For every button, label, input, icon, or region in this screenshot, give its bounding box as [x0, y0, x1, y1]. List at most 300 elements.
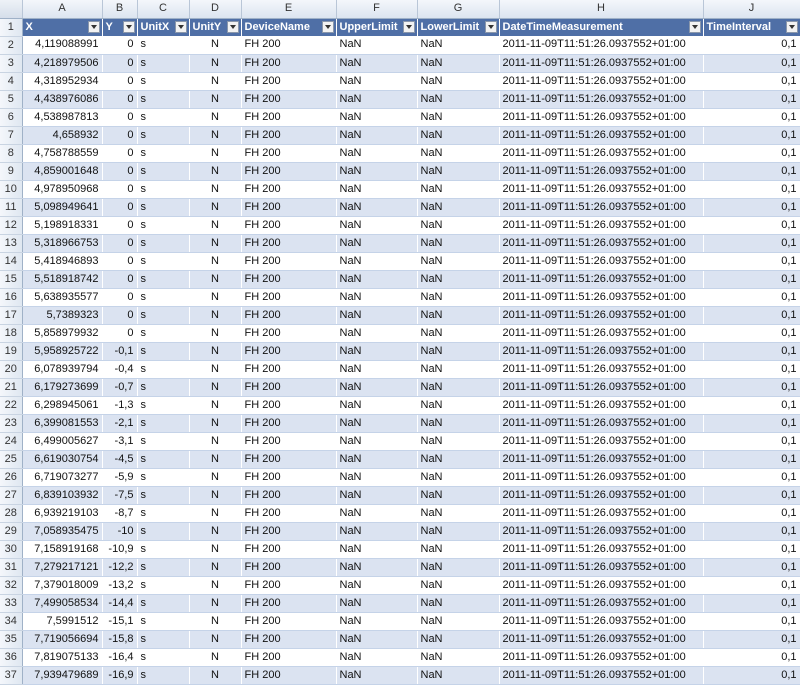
cell-lowerlimit[interactable]: NaN [417, 450, 499, 468]
cell-unitx[interactable]: s [137, 54, 189, 72]
cell-devicename[interactable]: FH 200 [241, 288, 336, 306]
cell-devicename[interactable]: FH 200 [241, 270, 336, 288]
cell-x[interactable]: 5,318966753 [22, 234, 102, 252]
cell-y[interactable]: -0,4 [102, 360, 137, 378]
filter-dropdown-icon[interactable] [88, 21, 100, 33]
cell-unity[interactable]: N [189, 540, 241, 558]
cell-lowerlimit[interactable]: NaN [417, 612, 499, 630]
filter-dropdown-icon[interactable] [227, 21, 239, 33]
cell-datetime[interactable]: 2011-11-09T11:51:26.0937552+01:00 [499, 252, 703, 270]
cell-y[interactable]: 0 [102, 216, 137, 234]
cell-x[interactable]: 6,179273699 [22, 378, 102, 396]
cell-upperlimit[interactable]: NaN [336, 414, 417, 432]
cell-lowerlimit[interactable]: NaN [417, 558, 499, 576]
cell-unity[interactable]: N [189, 144, 241, 162]
cell-unitx[interactable]: s [137, 306, 189, 324]
cell-x[interactable]: 4,538987813 [22, 108, 102, 126]
cell-unity[interactable]: N [189, 396, 241, 414]
cell-unity[interactable]: N [189, 612, 241, 630]
cell-unitx[interactable]: s [137, 288, 189, 306]
header-cell-x[interactable] [22, 18, 102, 36]
cell-upperlimit[interactable]: NaN [336, 396, 417, 414]
cell-devicename[interactable]: FH 200 [241, 414, 336, 432]
cell-y[interactable]: 0 [102, 54, 137, 72]
cell-x[interactable]: 4,978950968 [22, 180, 102, 198]
cell-lowerlimit[interactable]: NaN [417, 540, 499, 558]
cell-upperlimit[interactable]: NaN [336, 594, 417, 612]
cell-upperlimit[interactable]: NaN [336, 522, 417, 540]
cell-x[interactable]: 7,819075133 [22, 648, 102, 666]
cell-datetime[interactable]: 2011-11-09T11:51:26.0937552+01:00 [499, 540, 703, 558]
cell-timeinterval[interactable]: 0,1 [703, 180, 800, 198]
cell-timeinterval[interactable]: 0,1 [703, 522, 800, 540]
cell-x[interactable]: 4,658932 [22, 126, 102, 144]
cell-timeinterval[interactable]: 0,1 [703, 486, 800, 504]
cell-upperlimit[interactable]: NaN [336, 180, 417, 198]
cell-y[interactable]: -8,7 [102, 504, 137, 522]
cell-unitx[interactable]: s [137, 90, 189, 108]
header-cell-unitx[interactable] [137, 18, 189, 36]
cell-datetime[interactable]: 2011-11-09T11:51:26.0937552+01:00 [499, 522, 703, 540]
filter-dropdown-icon[interactable] [689, 21, 701, 33]
row-number[interactable]: 25 [0, 450, 22, 468]
cell-lowerlimit[interactable]: NaN [417, 36, 499, 54]
row-number[interactable]: 22 [0, 396, 22, 414]
cell-lowerlimit[interactable]: NaN [417, 666, 499, 684]
cell-unity[interactable]: N [189, 504, 241, 522]
cell-unity[interactable]: N [189, 522, 241, 540]
cell-unitx[interactable]: s [137, 108, 189, 126]
filter-dropdown-icon[interactable] [123, 21, 135, 33]
cell-y[interactable]: 0 [102, 288, 137, 306]
cell-x[interactable]: 6,399081553 [22, 414, 102, 432]
cell-y[interactable]: -10 [102, 522, 137, 540]
cell-unity[interactable]: N [189, 486, 241, 504]
cell-lowerlimit[interactable]: NaN [417, 252, 499, 270]
cell-lowerlimit[interactable]: NaN [417, 432, 499, 450]
cell-datetime[interactable]: 2011-11-09T11:51:26.0937552+01:00 [499, 144, 703, 162]
cell-unity[interactable]: N [189, 36, 241, 54]
cell-datetime[interactable]: 2011-11-09T11:51:26.0937552+01:00 [499, 162, 703, 180]
cell-timeinterval[interactable]: 0,1 [703, 288, 800, 306]
cell-lowerlimit[interactable]: NaN [417, 72, 499, 90]
cell-lowerlimit[interactable]: NaN [417, 162, 499, 180]
cell-unity[interactable]: N [189, 468, 241, 486]
row-number[interactable]: 4 [0, 72, 22, 90]
cell-y[interactable]: -16,4 [102, 648, 137, 666]
cell-y[interactable]: -5,9 [102, 468, 137, 486]
cell-unitx[interactable]: s [137, 432, 189, 450]
cell-x[interactable]: 7,939479689 [22, 666, 102, 684]
cell-devicename[interactable]: FH 200 [241, 594, 336, 612]
cell-y[interactable]: -0,7 [102, 378, 137, 396]
cell-unitx[interactable]: s [137, 234, 189, 252]
cell-timeinterval[interactable]: 0,1 [703, 630, 800, 648]
cell-timeinterval[interactable]: 0,1 [703, 342, 800, 360]
filter-dropdown-icon[interactable] [175, 21, 187, 33]
cell-datetime[interactable]: 2011-11-09T11:51:26.0937552+01:00 [499, 306, 703, 324]
row-number[interactable]: 5 [0, 90, 22, 108]
cell-upperlimit[interactable]: NaN [336, 486, 417, 504]
cell-devicename[interactable]: FH 200 [241, 486, 336, 504]
cell-datetime[interactable]: 2011-11-09T11:51:26.0937552+01:00 [499, 54, 703, 72]
cell-datetime[interactable]: 2011-11-09T11:51:26.0937552+01:00 [499, 234, 703, 252]
row-number[interactable]: 11 [0, 198, 22, 216]
cell-lowerlimit[interactable]: NaN [417, 126, 499, 144]
cell-timeinterval[interactable]: 0,1 [703, 90, 800, 108]
cell-lowerlimit[interactable]: NaN [417, 504, 499, 522]
row-number[interactable]: 26 [0, 468, 22, 486]
cell-unitx[interactable]: s [137, 252, 189, 270]
cell-unitx[interactable]: s [137, 270, 189, 288]
cell-y[interactable]: 0 [102, 198, 137, 216]
row-number[interactable]: 14 [0, 252, 22, 270]
cell-unitx[interactable]: s [137, 630, 189, 648]
cell-upperlimit[interactable]: NaN [336, 252, 417, 270]
cell-devicename[interactable]: FH 200 [241, 666, 336, 684]
row-number[interactable]: 16 [0, 288, 22, 306]
cell-y[interactable]: -14,4 [102, 594, 137, 612]
row-number[interactable]: 35 [0, 630, 22, 648]
row-number[interactable]: 32 [0, 576, 22, 594]
cell-unity[interactable]: N [189, 270, 241, 288]
cell-unitx[interactable]: s [137, 486, 189, 504]
cell-y[interactable]: 0 [102, 162, 137, 180]
cell-unity[interactable]: N [189, 450, 241, 468]
row-number[interactable]: 8 [0, 144, 22, 162]
cell-devicename[interactable]: FH 200 [241, 90, 336, 108]
cell-x[interactable]: 5,858979932 [22, 324, 102, 342]
cell-lowerlimit[interactable]: NaN [417, 414, 499, 432]
header-cell-upperlimit[interactable] [336, 18, 417, 36]
cell-upperlimit[interactable]: NaN [336, 504, 417, 522]
cell-unitx[interactable]: s [137, 198, 189, 216]
cell-unity[interactable]: N [189, 594, 241, 612]
cell-devicename[interactable]: FH 200 [241, 36, 336, 54]
cell-y[interactable]: -15,8 [102, 630, 137, 648]
cell-lowerlimit[interactable]: NaN [417, 630, 499, 648]
cell-upperlimit[interactable]: NaN [336, 450, 417, 468]
cell-timeinterval[interactable]: 0,1 [703, 234, 800, 252]
row-number[interactable]: 33 [0, 594, 22, 612]
cell-upperlimit[interactable]: NaN [336, 324, 417, 342]
row-number[interactable]: 7 [0, 126, 22, 144]
cell-lowerlimit[interactable]: NaN [417, 90, 499, 108]
row-number[interactable]: 21 [0, 378, 22, 396]
cell-unitx[interactable]: s [137, 144, 189, 162]
cell-timeinterval[interactable]: 0,1 [703, 576, 800, 594]
cell-lowerlimit[interactable]: NaN [417, 198, 499, 216]
column-header-k[interactable]: J [703, 0, 800, 18]
cell-datetime[interactable]: 2011-11-09T11:51:26.0937552+01:00 [499, 432, 703, 450]
cell-timeinterval[interactable]: 0,1 [703, 108, 800, 126]
cell-devicename[interactable]: FH 200 [241, 468, 336, 486]
cell-devicename[interactable]: FH 200 [241, 432, 336, 450]
cell-devicename[interactable]: FH 200 [241, 306, 336, 324]
cell-datetime[interactable]: 2011-11-09T11:51:26.0937552+01:00 [499, 72, 703, 90]
cell-upperlimit[interactable]: NaN [336, 342, 417, 360]
row-number[interactable]: 28 [0, 504, 22, 522]
cell-x[interactable]: 7,058935475 [22, 522, 102, 540]
cell-y[interactable]: -1,3 [102, 396, 137, 414]
cell-unity[interactable]: N [189, 360, 241, 378]
cell-upperlimit[interactable]: NaN [336, 468, 417, 486]
cell-y[interactable]: 0 [102, 252, 137, 270]
cell-unitx[interactable]: s [137, 648, 189, 666]
cell-upperlimit[interactable]: NaN [336, 288, 417, 306]
row-number[interactable]: 15 [0, 270, 22, 288]
cell-datetime[interactable]: 2011-11-09T11:51:26.0937552+01:00 [499, 378, 703, 396]
cell-timeinterval[interactable]: 0,1 [703, 72, 800, 90]
cell-x[interactable]: 5,638935577 [22, 288, 102, 306]
cell-y[interactable]: -13,2 [102, 576, 137, 594]
cell-unitx[interactable]: s [137, 666, 189, 684]
cell-y[interactable]: -15,1 [102, 612, 137, 630]
cell-unity[interactable]: N [189, 162, 241, 180]
cell-timeinterval[interactable]: 0,1 [703, 558, 800, 576]
cell-x[interactable]: 5,958925722 [22, 342, 102, 360]
cell-timeinterval[interactable]: 0,1 [703, 504, 800, 522]
cell-y[interactable]: 0 [102, 270, 137, 288]
column-header-d[interactable]: D [189, 0, 241, 18]
cell-unitx[interactable]: s [137, 342, 189, 360]
cell-unitx[interactable]: s [137, 72, 189, 90]
cell-devicename[interactable]: FH 200 [241, 612, 336, 630]
cell-devicename[interactable]: FH 200 [241, 360, 336, 378]
row-number[interactable]: 24 [0, 432, 22, 450]
cell-x[interactable]: 4,758788559 [22, 144, 102, 162]
cell-devicename[interactable]: FH 200 [241, 558, 336, 576]
cell-lowerlimit[interactable]: NaN [417, 594, 499, 612]
cell-x[interactable]: 7,5991512 [22, 612, 102, 630]
cell-devicename[interactable]: FH 200 [241, 342, 336, 360]
cell-devicename[interactable]: FH 200 [241, 504, 336, 522]
cell-lowerlimit[interactable]: NaN [417, 216, 499, 234]
cell-upperlimit[interactable]: NaN [336, 270, 417, 288]
cell-unity[interactable]: N [189, 252, 241, 270]
cell-unitx[interactable]: s [137, 504, 189, 522]
cell-timeinterval[interactable]: 0,1 [703, 378, 800, 396]
cell-unity[interactable]: N [189, 630, 241, 648]
cell-timeinterval[interactable]: 0,1 [703, 324, 800, 342]
cell-y[interactable]: 0 [102, 180, 137, 198]
cell-devicename[interactable]: FH 200 [241, 198, 336, 216]
cell-devicename[interactable]: FH 200 [241, 450, 336, 468]
cell-devicename[interactable]: FH 200 [241, 648, 336, 666]
cell-upperlimit[interactable]: NaN [336, 198, 417, 216]
cell-unity[interactable]: N [189, 666, 241, 684]
cell-datetime[interactable]: 2011-11-09T11:51:26.0937552+01:00 [499, 630, 703, 648]
cell-datetime[interactable]: 2011-11-09T11:51:26.0937552+01:00 [499, 270, 703, 288]
cell-datetime[interactable]: 2011-11-09T11:51:26.0937552+01:00 [499, 324, 703, 342]
cell-unitx[interactable]: s [137, 468, 189, 486]
column-header-j[interactable]: H [499, 0, 703, 18]
header-cell-timeinterval[interactable] [703, 18, 800, 36]
row-number[interactable]: 12 [0, 216, 22, 234]
cell-timeinterval[interactable]: 0,1 [703, 432, 800, 450]
cell-datetime[interactable]: 2011-11-09T11:51:26.0937552+01:00 [499, 486, 703, 504]
cell-unitx[interactable]: s [137, 522, 189, 540]
cell-unitx[interactable]: s [137, 450, 189, 468]
cell-upperlimit[interactable]: NaN [336, 162, 417, 180]
cell-x[interactable]: 5,098949641 [22, 198, 102, 216]
cell-devicename[interactable]: FH 200 [241, 630, 336, 648]
cell-datetime[interactable]: 2011-11-09T11:51:26.0937552+01:00 [499, 468, 703, 486]
cell-unitx[interactable]: s [137, 378, 189, 396]
cell-lowerlimit[interactable]: NaN [417, 324, 499, 342]
cell-unity[interactable]: N [189, 72, 241, 90]
cell-x[interactable]: 5,198918331 [22, 216, 102, 234]
cell-lowerlimit[interactable]: NaN [417, 54, 499, 72]
cell-x[interactable]: 6,719073277 [22, 468, 102, 486]
cell-datetime[interactable]: 2011-11-09T11:51:26.0937552+01:00 [499, 648, 703, 666]
cell-unity[interactable]: N [189, 414, 241, 432]
cell-x[interactable]: 4,318952934 [22, 72, 102, 90]
cell-upperlimit[interactable]: NaN [336, 108, 417, 126]
cell-timeinterval[interactable]: 0,1 [703, 648, 800, 666]
cell-timeinterval[interactable]: 0,1 [703, 360, 800, 378]
cell-unity[interactable]: N [189, 432, 241, 450]
cell-lowerlimit[interactable]: NaN [417, 468, 499, 486]
column-header-h[interactable]: G [417, 0, 499, 18]
select-all-corner[interactable] [0, 0, 22, 18]
cell-devicename[interactable]: FH 200 [241, 162, 336, 180]
cell-datetime[interactable]: 2011-11-09T11:51:26.0937552+01:00 [499, 90, 703, 108]
cell-datetime[interactable]: 2011-11-09T11:51:26.0937552+01:00 [499, 558, 703, 576]
column-header-g[interactable]: F [336, 0, 417, 18]
cell-timeinterval[interactable]: 0,1 [703, 468, 800, 486]
row-number[interactable]: 10 [0, 180, 22, 198]
cell-datetime[interactable]: 2011-11-09T11:51:26.0937552+01:00 [499, 180, 703, 198]
cell-datetime[interactable]: 2011-11-09T11:51:26.0937552+01:00 [499, 666, 703, 684]
row-number[interactable]: 30 [0, 540, 22, 558]
cell-x[interactable]: 5,7389323 [22, 306, 102, 324]
cell-x[interactable]: 7,158919168 [22, 540, 102, 558]
cell-unitx[interactable]: s [137, 594, 189, 612]
cell-unity[interactable]: N [189, 306, 241, 324]
cell-timeinterval[interactable]: 0,1 [703, 396, 800, 414]
row-number[interactable]: 2 [0, 36, 22, 54]
cell-timeinterval[interactable]: 0,1 [703, 414, 800, 432]
cell-devicename[interactable]: FH 200 [241, 180, 336, 198]
cell-y[interactable]: 0 [102, 306, 137, 324]
row-number[interactable]: 23 [0, 414, 22, 432]
cell-upperlimit[interactable]: NaN [336, 234, 417, 252]
row-number[interactable]: 17 [0, 306, 22, 324]
cell-upperlimit[interactable]: NaN [336, 378, 417, 396]
cell-upperlimit[interactable]: NaN [336, 126, 417, 144]
cell-timeinterval[interactable]: 0,1 [703, 54, 800, 72]
row-number[interactable]: 34 [0, 612, 22, 630]
cell-unity[interactable]: N [189, 576, 241, 594]
cell-datetime[interactable]: 2011-11-09T11:51:26.0937552+01:00 [499, 396, 703, 414]
cell-upperlimit[interactable]: NaN [336, 54, 417, 72]
cell-lowerlimit[interactable]: NaN [417, 180, 499, 198]
cell-lowerlimit[interactable]: NaN [417, 342, 499, 360]
cell-unity[interactable]: N [189, 90, 241, 108]
row-number[interactable]: 6 [0, 108, 22, 126]
cell-devicename[interactable]: FH 200 [241, 54, 336, 72]
cell-y[interactable]: -3,1 [102, 432, 137, 450]
row-number[interactable]: 29 [0, 522, 22, 540]
cell-unitx[interactable]: s [137, 576, 189, 594]
cell-upperlimit[interactable]: NaN [336, 72, 417, 90]
cell-x[interactable]: 6,499005627 [22, 432, 102, 450]
cell-lowerlimit[interactable]: NaN [417, 486, 499, 504]
cell-unitx[interactable]: s [137, 540, 189, 558]
cell-lowerlimit[interactable]: NaN [417, 576, 499, 594]
cell-unitx[interactable]: s [137, 162, 189, 180]
cell-y[interactable]: 0 [102, 126, 137, 144]
cell-x[interactable]: 7,279217121 [22, 558, 102, 576]
cell-y[interactable]: 0 [102, 144, 137, 162]
cell-devicename[interactable]: FH 200 [241, 396, 336, 414]
cell-unitx[interactable]: s [137, 612, 189, 630]
cell-datetime[interactable]: 2011-11-09T11:51:26.0937552+01:00 [499, 504, 703, 522]
cell-timeinterval[interactable]: 0,1 [703, 198, 800, 216]
cell-x[interactable]: 6,078939794 [22, 360, 102, 378]
row-number[interactable]: 31 [0, 558, 22, 576]
header-cell-unity[interactable] [189, 18, 241, 36]
cell-datetime[interactable]: 2011-11-09T11:51:26.0937552+01:00 [499, 414, 703, 432]
cell-datetime[interactable]: 2011-11-09T11:51:26.0937552+01:00 [499, 450, 703, 468]
cell-lowerlimit[interactable]: NaN [417, 522, 499, 540]
cell-unitx[interactable]: s [137, 324, 189, 342]
cell-lowerlimit[interactable]: NaN [417, 108, 499, 126]
cell-timeinterval[interactable]: 0,1 [703, 126, 800, 144]
cell-timeinterval[interactable]: 0,1 [703, 666, 800, 684]
cell-upperlimit[interactable]: NaN [336, 360, 417, 378]
cell-devicename[interactable]: FH 200 [241, 234, 336, 252]
cell-upperlimit[interactable]: NaN [336, 666, 417, 684]
cell-x[interactable]: 4,119088991 [22, 36, 102, 54]
row-number[interactable]: 1 [0, 18, 22, 36]
cell-lowerlimit[interactable]: NaN [417, 396, 499, 414]
cell-unitx[interactable]: s [137, 216, 189, 234]
cell-x[interactable]: 7,499058534 [22, 594, 102, 612]
cell-unitx[interactable]: s [137, 180, 189, 198]
cell-upperlimit[interactable]: NaN [336, 432, 417, 450]
cell-unitx[interactable]: s [137, 558, 189, 576]
cell-devicename[interactable]: FH 200 [241, 378, 336, 396]
cell-unity[interactable]: N [189, 378, 241, 396]
cell-timeinterval[interactable]: 0,1 [703, 594, 800, 612]
cell-devicename[interactable]: FH 200 [241, 144, 336, 162]
cell-y[interactable]: -12,2 [102, 558, 137, 576]
cell-x[interactable]: 6,619030754 [22, 450, 102, 468]
cell-timeinterval[interactable]: 0,1 [703, 252, 800, 270]
cell-unitx[interactable]: s [137, 36, 189, 54]
cell-upperlimit[interactable]: NaN [336, 630, 417, 648]
filter-dropdown-icon[interactable] [786, 21, 798, 33]
cell-upperlimit[interactable]: NaN [336, 90, 417, 108]
cell-y[interactable]: -16,9 [102, 666, 137, 684]
cell-unity[interactable]: N [189, 648, 241, 666]
cell-lowerlimit[interactable]: NaN [417, 306, 499, 324]
cell-timeinterval[interactable]: 0,1 [703, 450, 800, 468]
cell-unitx[interactable]: s [137, 396, 189, 414]
cell-upperlimit[interactable]: NaN [336, 216, 417, 234]
header-cell-lowerlimit[interactable] [417, 18, 499, 36]
cell-unitx[interactable]: s [137, 414, 189, 432]
cell-datetime[interactable]: 2011-11-09T11:51:26.0937552+01:00 [499, 126, 703, 144]
row-number[interactable]: 20 [0, 360, 22, 378]
column-header-a[interactable]: A [22, 0, 102, 18]
row-number[interactable]: 37 [0, 666, 22, 684]
cell-upperlimit[interactable]: NaN [336, 558, 417, 576]
cell-datetime[interactable]: 2011-11-09T11:51:26.0937552+01:00 [499, 342, 703, 360]
cell-x[interactable]: 4,438976086 [22, 90, 102, 108]
